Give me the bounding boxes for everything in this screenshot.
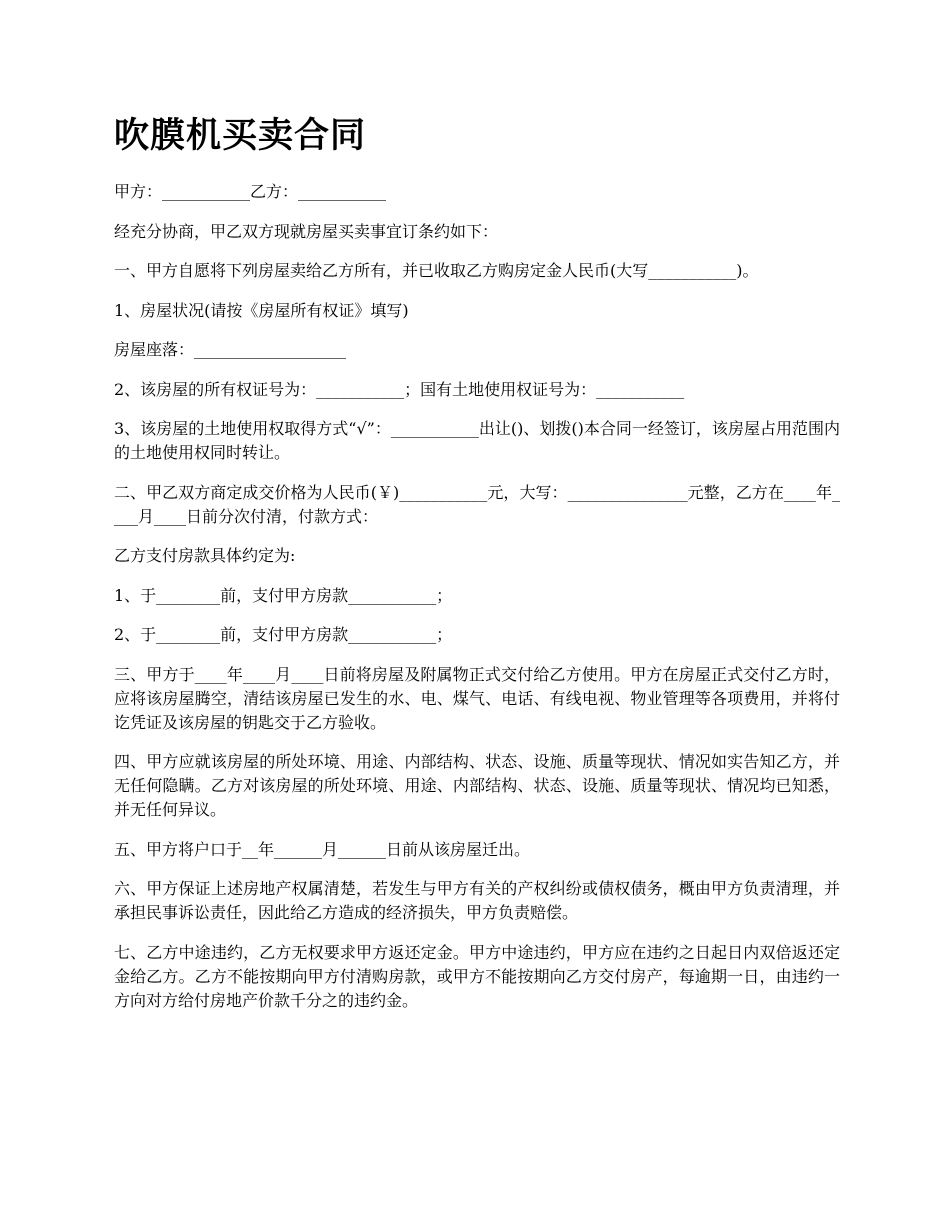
clause-1-item-1: 1、房屋状况(请按《房屋所有权证》填写) [114,300,409,320]
document-page [114,112,840,1028]
payment-item-2: 2、于________前，支付甲方房款___________； [114,625,453,644]
clause-1-item-2: 2、该房屋的所有权证号为：___________；国有土地使用权证号为：___________ [114,379,685,399]
preamble: 经充分协商，甲乙双方现就房屋买卖事宜订条约如下： [114,221,499,241]
clause-1-item-3: 3、该房屋的土地使用权取得方式“√”：___________出让()、划拨()本合同一经签订，该房屋占用范围内的土地使用权同时转让。 [114,419,840,462]
payment-item-1: 1、于________前，支付甲方房款___________； [114,585,453,605]
clause-6: 六、甲方保证上述房地产权属清楚，若发生与甲方有关的产权纠纷或债权债务，概由甲方负责清理，并承担民事诉讼责任，因此给乙方造成的经济损失，甲方负责赔偿。 [114,879,840,922]
clause-4: 四、甲方应就该房屋的所处环境、用途、内部结构、状态、设施、质量等现状、情况如实告知乙方，并无任何隐瞒。乙方对该房屋的所处环境、用途、内部结构、状态、设施、质量等现状、情况均已知悉，并无任何异议。 [114,752,840,819]
payment-intro: 乙方支付房款具体约定为: [114,546,296,565]
clause-1: 一、甲方自愿将下列房屋卖给乙方所有，并已收取乙方购房定金人民币(大写___________)。 [114,261,759,280]
party-line: 甲方：___________乙方：___________ [114,182,387,201]
clause-2: 二、甲乙双方商定成交价格为人民币(￥)___________元，大写：_______________元整，乙方在____年____月____日前分次付清，付款方式： [114,482,840,526]
clause-5: 五、甲方将户口于__年______月______日前从该房屋迁出。 [114,839,531,859]
clause-7: 七、乙方中途违约，乙方无权要求甲方返还定金。甲方中途违约，甲方应在违约之日起日内双倍返还定金给乙方。乙方不能按期向甲方付清购房款，或甲方不能按期向乙方交付房产，每逾期一日，由违约一方向对方给付房地产价款千分之的违约金。 [114,942,840,1010]
clause-3: 三、甲方于____年____月____日前将房屋及附属物正式交付给乙方使用。甲方在房屋正式交付乙方时，应将该房屋腾空，清结该房屋已发生的水、电、煤气、电话、有线电视、物业管理等各项费用，并将付讫凭证及该房屋的钥匙交于乙方验收。 [114,664,840,732]
property-location: 房屋座落：___________________ [114,340,347,359]
document-title: 吹膜机买卖合同 [114,115,367,156]
